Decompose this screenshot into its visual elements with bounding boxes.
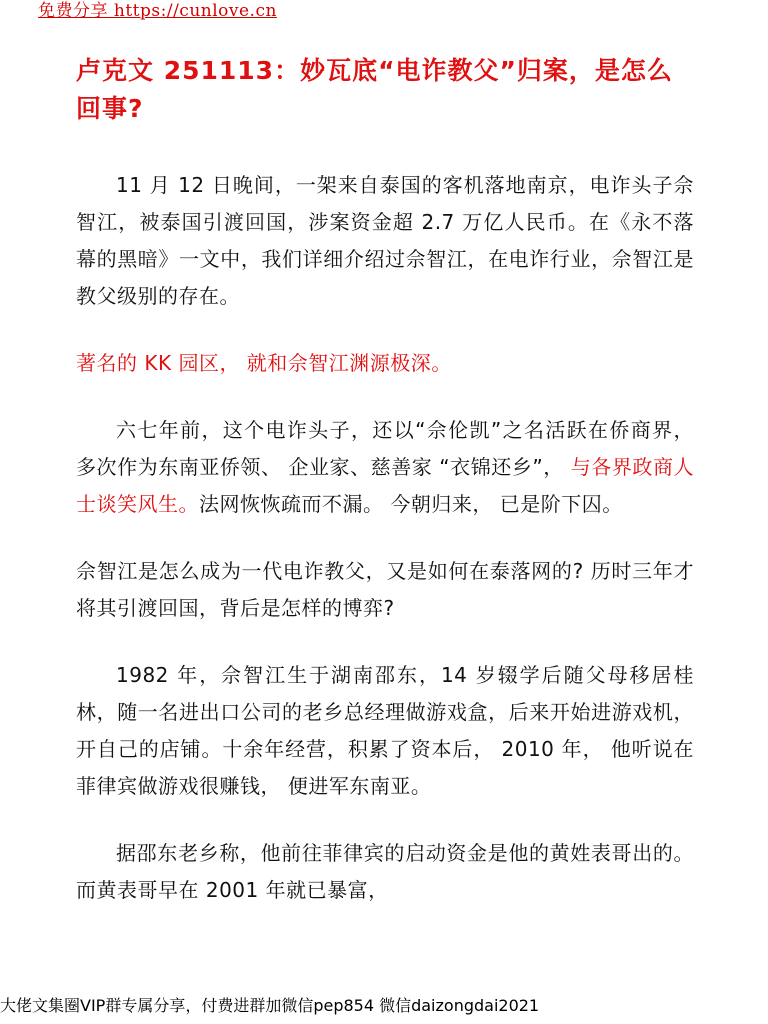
paragraph-1-text: 11 月 12 日晚间，一架来自泰国的客机落地南京，电诈头子佘智江，被泰国引渡回国，涉案资金超 2.7 万亿人民币。在《永不落幕的黑暗》一文中，我们详细介绍过佘智江，在电诈行业，佘智江是教父级别的存在。 (76, 173, 694, 308)
paragraph-3 (76, 412, 694, 523)
paragraph-2-text: 著名的 KK 园区， 就和佘智江渊源极深。 (76, 351, 452, 375)
paragraph-6 (76, 835, 694, 909)
paragraph-3-text-b: 法网恢恢疏而不漏。 今朝归来， 已是阶下囚。 (199, 492, 623, 516)
paragraph-5 (76, 657, 694, 805)
paragraph-1 (76, 167, 694, 315)
paragraph-2-highlight (76, 345, 694, 382)
paragraph-4-text: 佘智江是怎么成为一代电诈教父，又是如何在泰落网的? 历时三年才将其引渡回国，背后是怎样的博弈? (76, 559, 694, 620)
paragraph-6-text: 据邵东老乡称，他前往菲律宾的启动资金是他的黄姓表哥出的。而黄表哥早在 2001 年就已暴富， (76, 841, 694, 902)
paragraph-3-highlight: 与各界政商人士谈笑风生。 (76, 455, 695, 516)
paragraph-5-text: 1982 年，佘智江生于湖南邵东，14 岁辍学后随父母移居桂林，随一名进出口公司的老乡总经理做游戏盒，后来开始进游戏机，开自己的店铺。十余年经营，积累了资本后， 2010 年， 他听说在菲律宾做游戏很赚钱， 便进军东南亚。 (76, 663, 694, 798)
source-banner: 免费分享 https://cunlove.cn (38, 1, 277, 21)
paragraph-4 (76, 553, 694, 627)
footer-banner: 大佬文集圈VIP群专属分享，付费进群加微信pep854 微信daizongdai2021 (0, 996, 540, 1015)
article (76, 52, 694, 909)
paragraph-3-text-a: 六七年前，这个电诈头子，还以“佘伦凯”之名活跃在侨商界， 多次作为东南亚侨领、 企业家、慈善家 “衣锦还乡”， (76, 418, 694, 479)
article-title: 卢克文 251113：妙瓦底“电诈教父”归案，是怎么回事? (76, 56, 673, 123)
